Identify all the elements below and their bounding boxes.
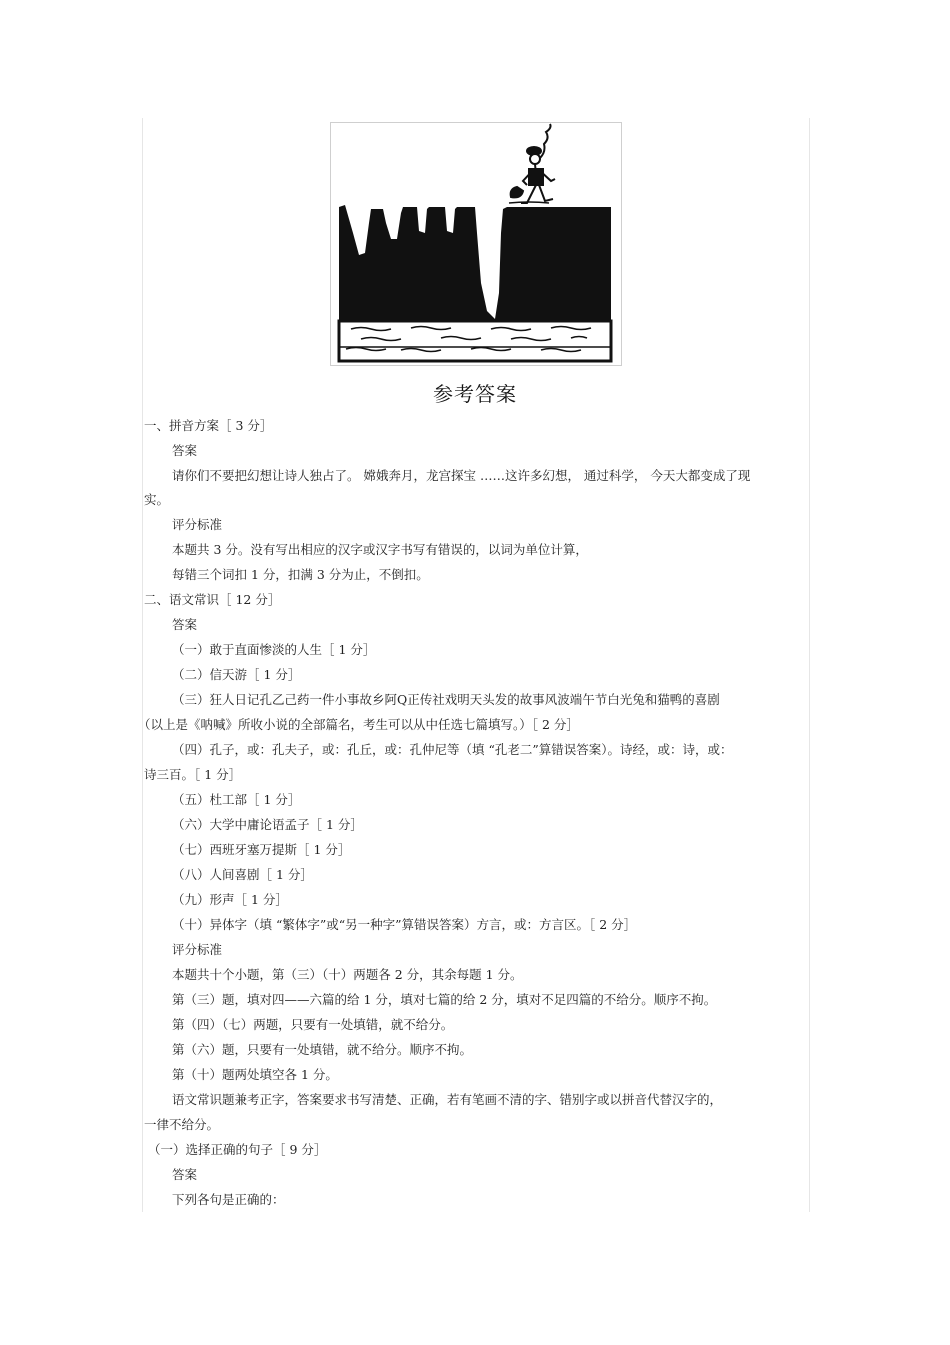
text-line: （六）大学中庸论语孟子［ 1 分］ <box>172 817 363 832</box>
text-line: 诗三百。［ 1 分］ <box>144 767 242 782</box>
text-line: 一律不给分。 <box>144 1117 220 1132</box>
text-line: 语文常识题兼考正字，答案要求书写清楚、正确，若有笔画不清的字、错别字或以拼音代替汉字的， <box>172 1092 723 1107</box>
text-line: （一）敢于直面惨淡的人生［ 1 分］ <box>172 642 376 657</box>
text-line: 二、语文常识［ 12 分］ <box>144 592 281 607</box>
text-line: 本题共 3 分。没有写出相应的汉字或汉字书写有错误的，以词为单位计算， <box>172 542 588 557</box>
text-line: （一）选择正确的句子［ 9 分］ <box>148 1142 327 1157</box>
text-line: 答案 <box>172 617 198 632</box>
text-line: 第（三）题，填对四——六篇的给 1 分，填对七篇的给 2 分，填对不足四篇的不给分。顺序不拘。 <box>172 992 717 1007</box>
page-title: 参考答案 <box>433 382 517 406</box>
text-line: 本题共十个小题，第（三）（十）两题各 2 分，其余每题 1 分。 <box>172 967 523 982</box>
text-line: （九）形声［ 1 分］ <box>172 892 288 907</box>
text-line: 答案 <box>172 443 198 458</box>
cliff-walker-cartoon <box>331 123 621 365</box>
text-line: 实。 <box>144 492 170 507</box>
text-line: 每错三个词扣 1 分，扣满 3 分为止，不倒扣。 <box>172 567 429 582</box>
text-line: （三）狂人日记孔乙己药一件小事故乡阿Q正传社戏明天头发的故事风波端午节白光兔和猫鸭的喜剧 <box>172 692 720 707</box>
text-line: 一、拼音方案［ 3 分］ <box>144 418 273 433</box>
text-line: 第（六）题，只要有一处填错，就不给分。顺序不拘。 <box>172 1042 473 1057</box>
text-line: （四）孔子，或：孔夫子，或：孔丘，或：孔仲尼等（填 “孔老二”算错误答案）。诗经，或：诗，或： <box>172 742 733 757</box>
text-line: （七）西班牙塞万提斯［ 1 分］ <box>172 842 351 857</box>
text-line: 请你们不要把幻想让诗人独占了。 嫦娥奔月，龙宫探宝 ……这许多幻想， 通过科学， 今天大都变成了现 <box>172 468 751 483</box>
text-line: 第（十）题两处填空各 1 分。 <box>172 1067 338 1082</box>
text-line: 评分标准 <box>172 942 223 957</box>
text-line: （二）信天游［ 1 分］ <box>172 667 301 682</box>
text-line: （十）异体字（填 “繁体字”或“另一种字”算错误答案）方言，或：方言区。［ 2 分］ <box>172 917 637 932</box>
text-line: （八）人间喜剧［ 1 分］ <box>172 867 313 882</box>
text-line: 第（四）（七）两题，只要有一处填错，就不给分。 <box>172 1017 454 1032</box>
text-line: 答案 <box>172 1167 198 1182</box>
text-line: 下列各句是正确的： <box>172 1192 285 1207</box>
text-line: （以上是《呐喊》所收小说的全部篇名，考生可以从中任选七篇填写。）［ 2 分］ <box>138 717 579 732</box>
text-line: （五）杜工部［ 1 分］ <box>172 792 301 807</box>
cartoon-illustration <box>330 122 622 366</box>
text-line: 评分标准 <box>172 517 223 532</box>
